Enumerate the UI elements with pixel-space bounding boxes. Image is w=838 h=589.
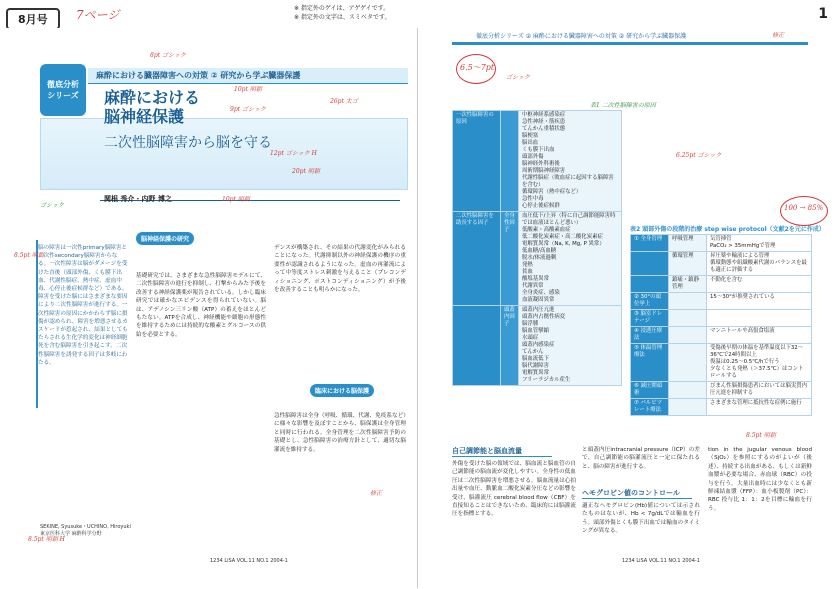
body-paragraph: 急性脳障害は全身（呼吸、循環、代謝、免疫系など）に様々な影響を及ぼすことから、脳保護は全身管理と同時に行われる。全身管理を二次性脳障害予防の基礎とし、急性脳障害の治療方針として、適切な脳灌流を維持する。 — [274, 413, 406, 453]
series-band-title: 麻酔における臓器障害への対策 ② 研究から学ぶ臓器保護 — [96, 71, 301, 80]
body-column-r3: 適正なヘモグロビン(Hb)値については示されたものはないが、Hb < 7g/dLでは輸血を行う。頭部外傷とくも膜下出血では輸血のタイミングが異なる。 — [582, 503, 700, 535]
table-row — [631, 293, 812, 310]
table-row — [453, 306, 622, 386]
table-row — [631, 276, 812, 293]
annotation: 修正 — [370, 490, 383, 497]
annotation: 8.5pt 明朝 H — [28, 536, 65, 543]
abstract: 脳の障害は一次性primary脳障害と二次性secondary脳障害からなる。一次性障害は脳がダメージを受けた直後（頭部外傷、くも膜下出血、代謝性脳症、熱中症、虚血中毒、心停止後症候群など）である。障害を受けた脳にはさまざまな要因により二次性脳障害が進行する。一次性障害の原因にかかわらず脳に損傷が認められ、障害を増悪させるカスケードが惹起され、結果としてもたらされる生化学的変化は神経細胞死を含む脳障害を引き起こす。二次性脳障害を誘発する因子は多岐にわたる。 — [38, 245, 128, 366]
top-notes — [294, 4, 390, 22]
section-pill: 臨床における脳保護 — [310, 384, 374, 397]
annotation: ゴシック — [40, 202, 64, 209]
header-rule — [452, 42, 808, 45]
table-cell: ④ 浸透圧療法 — [631, 327, 669, 344]
series-badge-label: 徹底分析 シリーズ — [47, 80, 79, 100]
table-row — [631, 399, 812, 416]
table-cell: ③ 脳室ドレナージ — [631, 310, 669, 327]
table-row — [631, 252, 812, 276]
table-cell: びまん性脳損傷患者においては脳実質内圧亢進を抑制する — [707, 382, 812, 399]
body-column-r4: tion in the jugular venous blood（SjO₂）を参照にするのがよいが（後述）、持続する出血がある、もしくは新鮮血漿が必要な場合、赤血球（RBC）の投与を行う。大量出血時には少なくとも新鮮凍結血漿（FFP）：血小板製剤（PC）：RBC 投与比 1：1：2を目標に輸血を行う。 — [708, 447, 812, 512]
table-cell: ⑦ バルビツレート療法 — [631, 399, 669, 416]
annotation: 8.5pt 明朝 — [14, 252, 44, 259]
table-row — [631, 382, 812, 399]
annotation: 6.5〜7pt — [460, 63, 495, 72]
main-title: 麻酔における 脳神経保護 — [104, 88, 201, 126]
table-row — [631, 310, 812, 327]
subtitle: 二次性脳障害から脳を守る — [104, 135, 272, 151]
table-cell — [669, 382, 707, 399]
annotation: 8pt ゴシック — [150, 52, 186, 59]
section-heading-autoregulation: 自己調節能と脳血流量 — [452, 447, 522, 455]
page-mark: 7ページ — [76, 8, 120, 22]
annotation: 12pt ゴシック H — [270, 150, 317, 157]
section-heading-clinical — [310, 384, 374, 397]
table-cell — [631, 252, 669, 276]
annotation: 10pt 明朝 — [222, 196, 250, 203]
body-column-r1: 外傷を受けた脳の領域では、脳血流と脳血管の自己調節能の脳血流が変化しやすい。全身性の低血圧は二次性脳障害を増悪させる。脳血流量は心拍出量や血圧、動脈血二酸化炭素分圧などの影響を受け、脳灌流圧 cerebral blood flow（CBF）を直接知ることはできないため、臨床的には脳灌流圧を指標とする。 — [452, 461, 576, 518]
annotation: 20pt 明朝 — [292, 168, 320, 175]
table-title: 表1 二次性脳障害の原因 — [590, 102, 656, 109]
table-cell — [501, 111, 519, 212]
table-cell: 受傷後早期の体温を基準温度以下32〜36℃で24時間以上 復温は0.25〜0.5℃/hで行う 夕なくとも発熱（＞37.5℃）はコントロールする — [707, 344, 812, 382]
section-pill: 脳神経保護の研究 — [136, 232, 194, 245]
body-column-r2: と頭蓋内圧intracranial pressure（ICP）の差で、自己調節能の脳灌流圧と一定に保たれると、脳の障害が進行する。 — [582, 447, 700, 470]
table-cell: マンニトールや高張食塩液 — [707, 327, 812, 344]
table-row — [631, 344, 812, 382]
table-cell — [669, 344, 707, 382]
table-cell: ⑤ 体温管理療法 — [631, 344, 669, 382]
body-paragraph: 基礎研究では、さまざまな急性脳障害モデルにて、二次性脳障害の進行を抑制し、打撃からみた予後を改善する神経保護薬が報告されている。しかし臨床研究では確かなエビデンスを得られていない。脳は、アデノシン三リン酸（ATP）の蓄えをほとんどもたない。ATPを合成し、神経機能や細胞の形態性を維持するためには持続的な酸素とグルコースの供給を必要とする。 — [136, 273, 266, 338]
table-cell — [669, 327, 707, 344]
annotation: 8.5pt 明朝 — [746, 432, 776, 439]
table-cell: 二次性脳障害を助長する因子 — [453, 212, 501, 306]
footer-right: 1234 LiSA VOL.11 NO.1 2004-1 — [622, 558, 700, 564]
table2-title: 表2 頭部外傷の段階的治療 step wise protocol（文献2を元に作成） — [630, 226, 825, 233]
note-line-2: ※ 指定外の文字は、スミベタです。 — [294, 14, 391, 21]
series-line: 徹底分析シリーズ ② 麻酔における臓器障害への対策 ② 研究から学ぶ臓器保護 — [476, 33, 687, 40]
table-row — [453, 111, 622, 212]
table-cell — [669, 310, 707, 327]
table-cell: 頭蓋内因子 — [501, 306, 519, 386]
table-cell — [453, 306, 501, 386]
note-line-1: ※ 指定外のゲイは、アゲゲイです。 — [294, 5, 390, 12]
section-heading-research — [136, 232, 194, 245]
table-cell: ② 30°の頭位挙上 — [631, 293, 669, 310]
table-cell — [631, 276, 669, 293]
table-cell — [707, 310, 812, 327]
table-cell: 全身性因子 — [501, 212, 519, 306]
table-cell: 呼吸管理 — [669, 235, 707, 252]
annotation: 100 → 85% — [784, 204, 824, 212]
table-cell: 気管挿管 PaCO₂ > 35mmHgで管理 — [707, 235, 812, 252]
author-affiliation: SEKINE, Syusuke・UCHINO, Hiroyuki 東京医科大学 麻酔科学分野 — [40, 524, 131, 537]
annotation: 修正 — [772, 32, 785, 39]
section-underline — [452, 456, 552, 457]
table-cell: 一次性脳障害の原因 — [453, 111, 501, 212]
table-cell: ⑥ 減圧開頭術 — [631, 382, 669, 399]
footer-left: 1234 LiSA VOL.11 NO.1 2004-1 — [210, 558, 288, 564]
section-underline — [582, 498, 692, 499]
table-row — [453, 212, 622, 306]
page-number: 1 — [818, 6, 828, 22]
table-cell — [669, 293, 707, 310]
table-stepwise-protocol — [630, 234, 812, 416]
body-column-1 — [136, 272, 266, 341]
authors: 関根 秀介・内野 博之 — [104, 195, 172, 203]
table-cell: さまざまな管理に抵抗性な症例に施行 — [707, 399, 812, 416]
table-cell: 鎮痛・鎮静管理 — [669, 276, 707, 293]
section-heading-hemoglobin: ヘモグロビン値のコントロール — [582, 489, 680, 497]
annotation: 6.25pt ゴシック — [676, 152, 722, 159]
annotation: 26pt 太ゴ — [330, 98, 358, 105]
series-badge — [40, 64, 86, 116]
body-column-2 — [274, 244, 406, 296]
body-column-3 — [274, 412, 406, 456]
table-cell: 中枢神経系感染症 急性神経・筋疾患 てんかん重積状態 脳梗塞 脳出血 くも膜下出血 頭部外傷 脳神経外科術後 周術期脳神経障害 代謝性脳症（敗血症に起因する脳障害を含む） 循環障害（熱中症など） 急性中毒 心停止後症候群 — [519, 111, 622, 212]
table-row — [631, 235, 812, 252]
table-cell: 頭蓋内圧亢進 頭蓋内占拠性病変 脳浮腫 脳血管攣縮 水頭症 頭蓋内感染症 てんかん 脳血流低下 脳代謝障害 電解質異常 フリーラジカル産生 — [519, 306, 622, 386]
title-panel — [40, 118, 408, 190]
annotation: 10pt 明朝 — [234, 86, 262, 93]
table-cell: 血圧低下/上昇（特に自己調節能障害時では血液ほとんど悪い） 低酸素・高酸素血症 低二酸化炭素症・高二酸化炭素症 電解質異常（Na, K, Mg, P 異常） 低血糖/高血糖 脱水/体液過剰 発熱 貧血 酸塩基異常 代謝異常 全身炎症、感染 血液凝固異常 — [519, 212, 622, 306]
annotation: ゴシック — [506, 74, 530, 81]
table-cell: 昇圧薬や輸液による管理 循環動態や組織酸素代謝のバランスを最も適正に評価する — [707, 252, 812, 276]
table-cell: 循環管理 — [669, 252, 707, 276]
issue-tag: 8月号 — [6, 8, 60, 30]
table-cell: ① 全身管理 — [631, 235, 669, 252]
table-cell: 不動化を含む — [707, 276, 812, 293]
table-cell: 15〜30°が推奨されている — [707, 293, 812, 310]
table-cell — [669, 399, 707, 416]
table-row — [631, 327, 812, 344]
annotation: 9pt ゴシック — [230, 106, 266, 113]
body-paragraph: デンスが構築され、その結果の代謝変化がみられることになった。代謝抑制以外の神経保護の機序の重要性が認識されるようになった。虚血の再灌流によって中等度ストレス刺激を与えること（プレコンディショニング、ポストコンディショニング）が予後を改善することも明らかになった。 — [274, 245, 406, 294]
table-secondary-injury-causes — [452, 110, 622, 386]
